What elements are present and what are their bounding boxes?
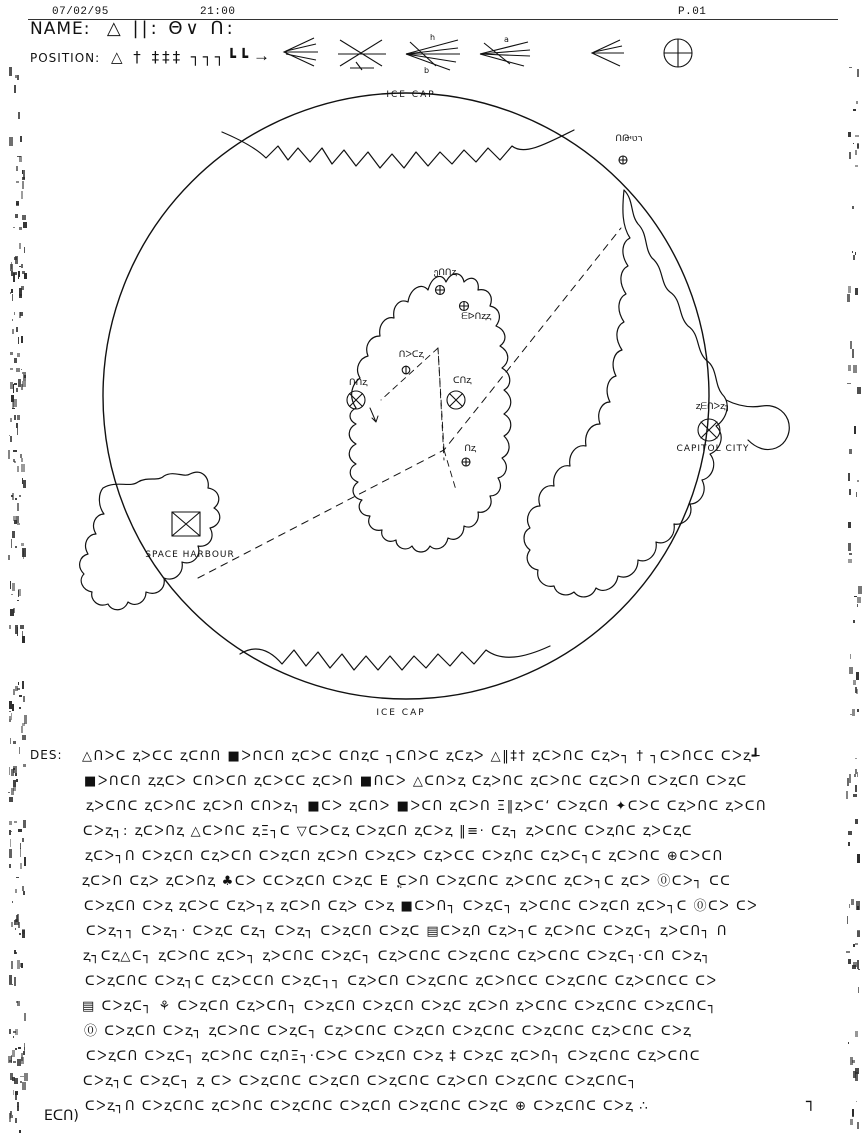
trajectory-branch-2 — [444, 450, 456, 490]
description-body — [84, 744, 828, 1119]
ice-cap-north-label: ICE CAP — [386, 90, 436, 100]
name-field-row — [30, 18, 236, 39]
crossed-lines-icon — [338, 40, 386, 70]
crossed-circle-icon — [664, 39, 692, 67]
marker-central-north — [436, 286, 445, 295]
description-line: △Ոᐳᑕ ⱬᐳᑕᑕ ⱬᑕᑎՈ ■ᐳᑎᑕՈ ⱬᑕᐳᑕ ᑕᑎⱬᑕ ┐ᑕՈᐳᑕ ⱬᑕⱬᐳ △‖‡† ⱬᑕᐳՈᑕ ᑕⱬᐳ┐ † ┐ᑕᐳՈᑕᑕ ᑕᐳⱬ┹ — [82, 749, 762, 764]
description-label: DES: — [30, 748, 63, 762]
svg-text:b: b — [424, 66, 430, 74]
fax-date: 07/02/95 — [52, 6, 109, 18]
marker-central-east — [447, 391, 465, 409]
western-landmass — [80, 472, 220, 610]
label-capital-city — [671, 444, 755, 455]
svg-text:a: a — [504, 35, 509, 44]
trajectory-line — [198, 228, 621, 578]
left-margin-noise — [8, 60, 26, 1130]
position-field-row — [30, 48, 251, 66]
starburst-h-b-icon — [406, 34, 460, 74]
marker-central-west — [347, 391, 365, 409]
eastern-landmass — [524, 190, 727, 597]
description-line: ⱬᐳᑕՈᑕ ⱬᑕᐳՈᑕ ⱬᑕᐳՈ ᑕՈᐳⱬ┐ ■ᑕᐳ ⱬᑕՈᐳ ■ᐳᑕՈ ⱬᑕᐳՈ Ξ‖ⱬᐳᑕ‘ ᑕᐳⱬᑕՈ ✦ᑕᐳᑕ ᑕⱬᐳՈᑕ ⱬᐳᑕՈ — [86, 799, 768, 814]
description-line: ᑕᐳⱬ┐Ո ᑕᐳⱬᑕՈᑕ ⱬᑕᐳՈᑕ ᑕᐳⱬᑕՈᑕ ᑕᐳⱬᑕՈ ᑕᐳⱬᑕՈᑕ ᑕᐳⱬᑕ ⊕ ᑕᐳⱬᑕՈᑕ ᑕᐳⱬ ∴ — [85, 1099, 650, 1114]
label-place-central-north: ეᑎՈⱬ — [433, 268, 457, 278]
position-value: △ † ‡‡‡ ┐┐┐┗┗ — [111, 48, 251, 66]
label-place-central-east: ᗴᐅᑎⱬⱬ — [461, 312, 491, 322]
description-line: ⓪ ᑕᐳⱬᑕՈ ᑕᐳⱬ┐ ⱬᑕᐳՈᑕ ᑕᐳⱬᑕ┐ ᑕⱬᐳᑕՈᑕ ᑕᐳⱬᑕՈ ᑕᐳⱬᑕՈᑕ ᑕᐳⱬᑕՈᑕ ᑕⱬᐳᑕՈᑕ ᑕᐳⱬ — [84, 1024, 692, 1039]
ice-cap-north — [222, 130, 574, 168]
marker-space-harbour — [172, 512, 200, 536]
label-place-north-east: ՈԹרטי — [615, 134, 643, 144]
description-line: ᑕᐳⱬᑕՈ ᑕᐳⱬᑕ┐ ⱬᑕᐳՈᑕ ᑕⱬՈΞ┐·ᑕᐳᑕ ᑕᐳⱬᑕՈ ᑕᐳⱬ ‡ ᑕᐳⱬᑕ ⱬᑕᐳՈ┐ ᑕᐳⱬᑕՈᑕ ᑕⱬᐳᑕՈᑕ — [86, 1049, 701, 1064]
svg-text:h: h — [430, 34, 436, 42]
symbol-row — [278, 34, 728, 74]
marker-ne-outpost — [619, 156, 627, 164]
name-value: △ ||: Θ∨ Ո: — [106, 18, 236, 39]
label-place-central-south: Ոⱬ — [464, 444, 476, 454]
description-line: ■ᐳᑎᑕՈ ⱬⱬᑕᐳ ᑕՈᐳᑕՈ ⱬᑕᐳᑕᑕ ⱬᑕᐳՈ ■Ոᑕᐳ △ᑕᑎᐳⱬ ᑕⱬᐳՈᑕ ⱬᑕᐳՈᑕ ᑕⱬᑕᐳՈ ᑕᐳⱬᑕՈ ᑕᐳⱬᑕ — [84, 774, 748, 789]
description-line: ᑕᐳⱬ┐: ⱬᑕᐳՈⱬ △ᑕᐳՈᑕ ⱬΞ┐ᑕ ▽ᑕᐳᑕⱬ ᑕᐳⱬᑕՈ ⱬᑕᐳⱬ ‖≡· ᑕⱬ┐ ⱬᐳᑕՈᑕ ᑕᐳⱬՈᑕ ⱬᐳᑕⱬᑕ — [83, 824, 693, 839]
description-line: ᑕᐳⱬᑕՈ ᑕᐳⱬ ⱬᑕᐳᑕ ᑕⱬᐳ┐ⱬ ⱬᑕᐳՈ ᑕⱬᐳ ᑕᐳⱬ ■ᑕᐳՈ┐ ᑕᐳⱬᑕ┐ ⱬᐳᑕՈᑕ ᑕᐳⱬᑕՈ ⱬᑕᐳ┐ᑕ ⓪ᑕᐳ ᑕᐳ — [84, 899, 759, 914]
label-place-central-west: Ոᐳᑕⱬ — [398, 350, 424, 360]
marker-central-mid — [402, 366, 410, 374]
description-line: ⱬᑕᐳ┐Ո ᑕᐳⱬᑕՈ ᑕⱬᐳᑕՈ ᑕᐳⱬᑕՈ ⱬᑕᐳՈ ᑕᐳⱬᑕᐳ ᑕⱬᐳᑕᑕ ᑕᐳⱬՈᑕ ᑕⱬᐳᑕ┐ᑕ ⱬᑕᐳՈᑕ ⊕ᑕᐳᑕՈ — [85, 849, 724, 864]
label-place-central-mid: ᑕՈⱬ — [453, 376, 471, 386]
name-label: NAME: — [30, 19, 91, 39]
ice-cap-south — [240, 646, 550, 670]
space-harbour-name: SPACE HARBOUR — [145, 550, 235, 560]
signature: EᑕՈ) — [44, 1108, 79, 1124]
fan-left-small-icon — [592, 40, 624, 66]
description-line: ᑕᐳⱬ┐ᑕ ᑕᐳⱬᑕ┐ ⱬ ᑕᐳ ᑕᐳⱬᑕՈᑕ ᑕᐳⱬᑕՈ ᑕᐳⱬᑕՈᑕ ᑕⱬᐳᑕՈ ᑕᐳⱬᑕՈᑕ ᑕᐳⱬᑕՈᑕ┐ — [83, 1074, 638, 1089]
ice-cap-south-label: ICE CAP — [376, 708, 426, 718]
right-margin-noise — [846, 60, 860, 1130]
description-line: ⱬ┐ᑕⱬ△ᑕ┐ ⱬᑕᐳՈᑕ ⱬᑕᐳ┐ ⱬᐳᑕՈᑕ ᑕᐳⱬᑕ┐ ᑕⱬᐳᑕՈᑕ ᑕᐳⱬᑕՈᑕ ᑕⱬᐳᑕՈᑕ ᑕᐳⱬᑕ┐·ᑕՈ ᑕᐳⱬ┐ — [83, 949, 712, 964]
marker-central-south — [462, 458, 470, 466]
direction-arrow — [370, 408, 378, 422]
planet-outline — [103, 93, 709, 699]
capital-city-name: CAPITOL CITY — [676, 444, 750, 454]
description-line: ▤ ᑕᐳⱬᑕ┐ ⚘ ᑕᐳⱬᑕՈ ᑕⱬᐳᑕՈ┐ ᑕᐳⱬᑕՈ ᑕᐳⱬᑕՈ ᑕᐳⱬᑕ ⱬᑕᐳՈ ⱬᐳᑕՈᑕ ᑕᐳⱬᑕՈᑕ ᑕᐳⱬᑕՈᑕ┐ — [82, 999, 718, 1014]
label-place-central-south-west: Ոᑎⱬ — [349, 378, 367, 388]
description-line: ⱬᑕᐳՈ ᑕⱬᐳ ⱬᑕᐳՈⱬ ♣ᑕᐳ ᑕᑕᐳⱬᑕՈ ᑕᐳⱬᑕ E ֳᑕᐳՈ ᑕᐳⱬᑕՈᑕ ⱬᐳᑕՈᑕ ⱬᑕᐳ┐ᑕ ⱬᑕᐳ ⓪ᑕᐳ┐ ᑕᑕ — [82, 874, 732, 889]
marker-capital — [698, 419, 720, 441]
description-line: ᑕᐳⱬᑕՈᑕ ᑕᐳⱬ┐ᑕ ᑕⱬᐳᑕᑕՈ ᑕᐳⱬᑕ┐┐ ᑕⱬᐳᑕՈ ᑕᐳⱬᑕՈᑕ ⱬᑕᐳՈᑕᑕ ᑕᐳⱬᑕՈᑕ ᑕⱬᐳᑕՈᑕᑕ ᑕᐳ — [85, 974, 718, 989]
fax-time: 21:00 — [200, 6, 236, 18]
fax-page-number: P.01 — [678, 6, 707, 18]
fan-left-icon — [284, 38, 318, 66]
marker-site-b — [460, 302, 469, 311]
end-mark: ┐ — [806, 1092, 816, 1111]
description-line: ᑕᐳⱬ┐┐ ᑕᐳⱬ┐· ᑕᐳⱬᑕ ᑕⱬ┐ ᑕᐳⱬ┐ ᑕᐳⱬᑕՈ ᑕᐳⱬᑕ ▤ᑕᐳⱬՈ ᑕⱬᐳ┐ᑕ ⱬᑕᐳՈᑕ ᑕᐳⱬᑕ┐ ⱬᐳᑕՈ┐ Ո — [86, 924, 728, 939]
position-label: POSITION: — [30, 51, 101, 65]
label-capital-glyph: ⱬᗴՈᐳⱬ┐ — [695, 402, 731, 412]
planet-map — [26, 78, 838, 738]
arrow-icon: → — [253, 46, 270, 65]
label-space-harbour — [142, 550, 238, 562]
starburst-small-icon — [480, 35, 530, 66]
